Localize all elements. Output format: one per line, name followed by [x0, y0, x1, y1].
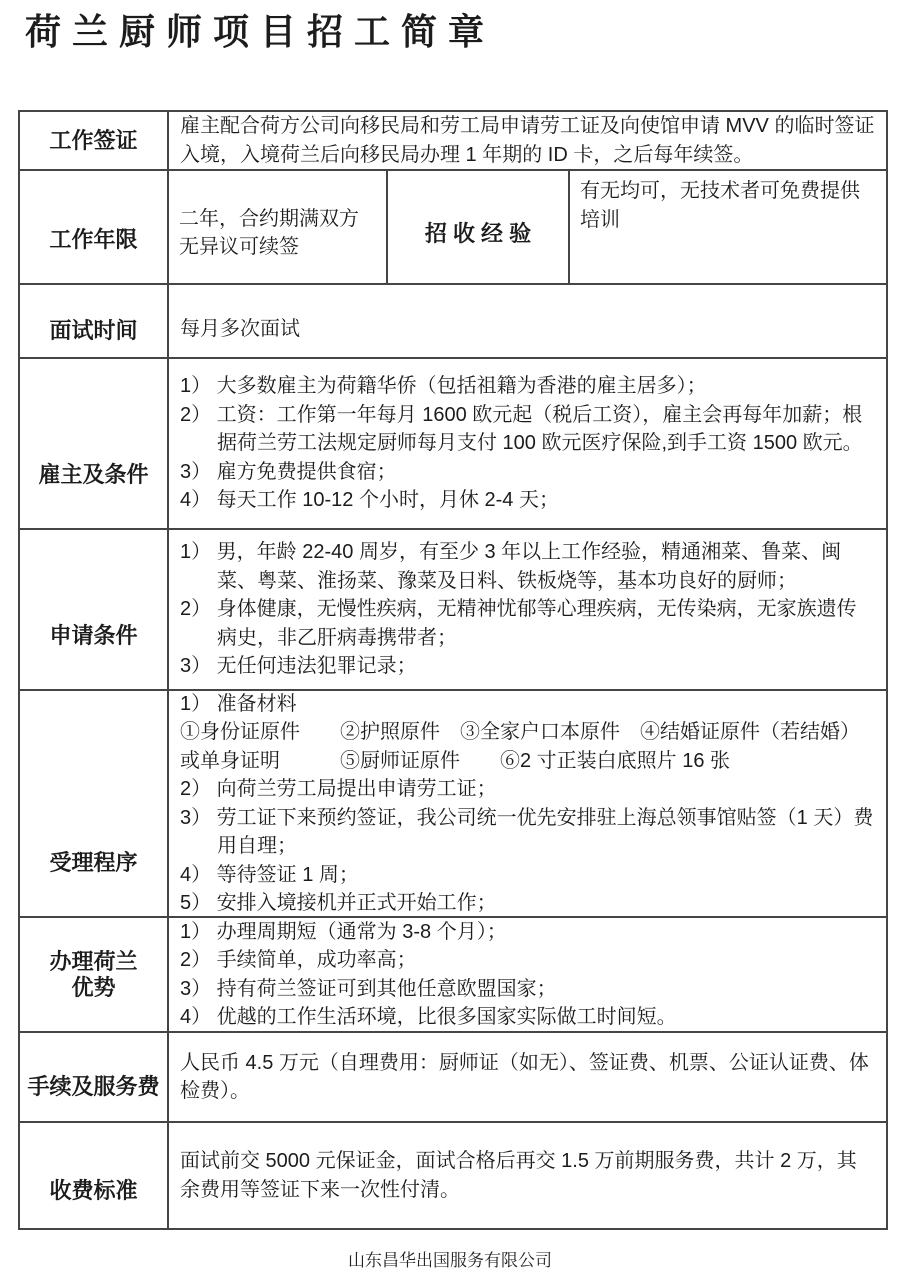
- label-text: 申请条件: [49, 622, 138, 648]
- list-item: 1） 办理周期短（通常为 3-8 个月）；: [180, 920, 507, 943]
- cell-experience-label: [386, 171, 568, 283]
- list-item: 5） 安排入境接机并正式开始工作；: [180, 892, 497, 914]
- row-label-service-fee: [20, 1033, 167, 1121]
- cell-text: 每月多次面试: [180, 317, 300, 340]
- label-text: 雇主及条件: [38, 461, 149, 487]
- row-employer-conditions: [20, 357, 886, 528]
- row-procedure: [20, 689, 886, 916]
- company-name: 山东昌华出国服务有限公司: [348, 1251, 552, 1270]
- row-interview-time: [20, 283, 886, 357]
- list-item: 1） 准备材料: [180, 692, 297, 715]
- cell-charge-standard: [167, 1123, 886, 1228]
- cell-text: 有无均可，无技术者可免费提供培训: [580, 180, 860, 231]
- list-item: 4） 等待签证 1 周；: [180, 863, 359, 886]
- row-label-interview-time: [20, 285, 167, 357]
- label-text: 办理荷兰优势: [49, 948, 138, 1000]
- list-item: 3） 劳工证下来预约签证，我公司统一优先安排驻上海总领事馆贴签（1 天）费用自理；: [180, 806, 874, 857]
- list-item: 2） 身体健康，无慢性疾病，无精神忧郁等心理疾病，无传染病，无家族遗传病史，非乙肝病毒携带者；: [180, 598, 857, 649]
- page-title: 荷 兰 厨 师 项 目 招 工 简 章: [25, 12, 486, 52]
- label-text: 收费标准: [49, 1177, 138, 1203]
- label-text: 工作年限: [49, 227, 138, 252]
- row-applicant-conditions: [20, 528, 886, 689]
- row-charge-standard: [20, 1121, 886, 1228]
- row-label-procedure: [20, 691, 167, 916]
- cell-text: 雇主配合荷方公司向移民局和劳工局申请劳工证及向使馆申请 MVV 的临时签证入境，入境荷兰后向移民局办理 1 年期的 ID 卡，之后每年续签。: [180, 115, 875, 166]
- cell-text: 人民币 4.5 万元（自理费用：厨师证（如无）、签证费、机票、公证认证费、体检费）。: [180, 1051, 869, 1102]
- list-item: 1） 大多数雇主为荷籍华侨（包括祖籍为香港的雇主居多）；: [180, 375, 707, 398]
- row-work-duration: [20, 169, 886, 283]
- row-service-fee: [20, 1031, 886, 1121]
- list-item: 4） 优越的工作生活环境，比很多国家实际做工时间短。: [180, 1006, 677, 1028]
- list-item: 4） 每天工作 10-12 个小时，月休 2-4 天；: [180, 489, 559, 512]
- cell-service-fee: [167, 1033, 886, 1121]
- row-label-advantages: [20, 918, 167, 1031]
- cell-applicant-conditions: [167, 530, 886, 689]
- cell-work-visa: [167, 112, 886, 169]
- list-item: 2） 向荷兰劳工局提出申请劳工证；: [180, 778, 497, 800]
- row-label-applicant-conditions: [20, 530, 167, 689]
- cell-procedure: [167, 691, 886, 916]
- row-label-work-duration: [20, 171, 167, 283]
- label-text: 受理程序: [49, 849, 138, 875]
- list-item: 3） 无任何违法犯罪记录；: [180, 655, 417, 678]
- label-text: 面试时间: [49, 318, 138, 343]
- list-item: 3） 雇方免费提供食宿；: [180, 460, 397, 483]
- list-item: 2） 工资：工作第一年每月 1600 欧元起（税后工资），雇主会再每年加薪；根据荷兰劳工法规定厨师每月支付 100 欧元医疗保险,到手工资 1500 欧元。: [180, 403, 863, 455]
- label-text: 手续及服务费: [27, 1074, 160, 1099]
- recruitment-table: [18, 110, 888, 1230]
- cell-text: 二年，合约期满双方无异议可续签: [179, 207, 359, 258]
- row-label-employer-conditions: [20, 359, 167, 528]
- label-text: 招 收 经 验: [424, 220, 532, 246]
- list-item: ①身份证原件 ②护照原件 ③全家户口本原件 ④结婚证原件（若结婚）: [180, 721, 860, 743]
- row-label-charge-standard: [20, 1123, 167, 1228]
- cell-experience-value: [568, 171, 886, 283]
- row-work-visa: [20, 112, 886, 169]
- cell-advantages: [167, 918, 886, 1031]
- list-item: 3） 持有荷兰签证可到其他任意欧盟国家；: [180, 977, 557, 1000]
- list-item: 1） 男，年龄 22-40 周岁，有至少 3 年以上工作经验，精通湘菜、鲁菜、闽菜、粤菜、淮扬菜、豫菜及日料、铁板烧等，基本功良好的厨师；: [180, 541, 842, 592]
- cell-duration-term: [167, 171, 386, 283]
- list-item: 2） 手续简单，成功率高；: [180, 949, 417, 971]
- row-advantages: [20, 916, 886, 1031]
- row-label-work-visa: [20, 112, 167, 169]
- cell-text: 面试前交 5000 元保证金，面试合格后再交 1.5 万前期服务费，共计 2 万，其余费用等签证下来一次性付清。: [180, 1150, 857, 1201]
- label-text: 工作签证: [49, 127, 138, 153]
- list-item: 或单身证明 ⑤厨师证原件 ⑥2 寸正装白底照片 16 张: [180, 749, 731, 772]
- cell-employer-conditions: [167, 359, 886, 528]
- cell-interview-time: [167, 285, 886, 357]
